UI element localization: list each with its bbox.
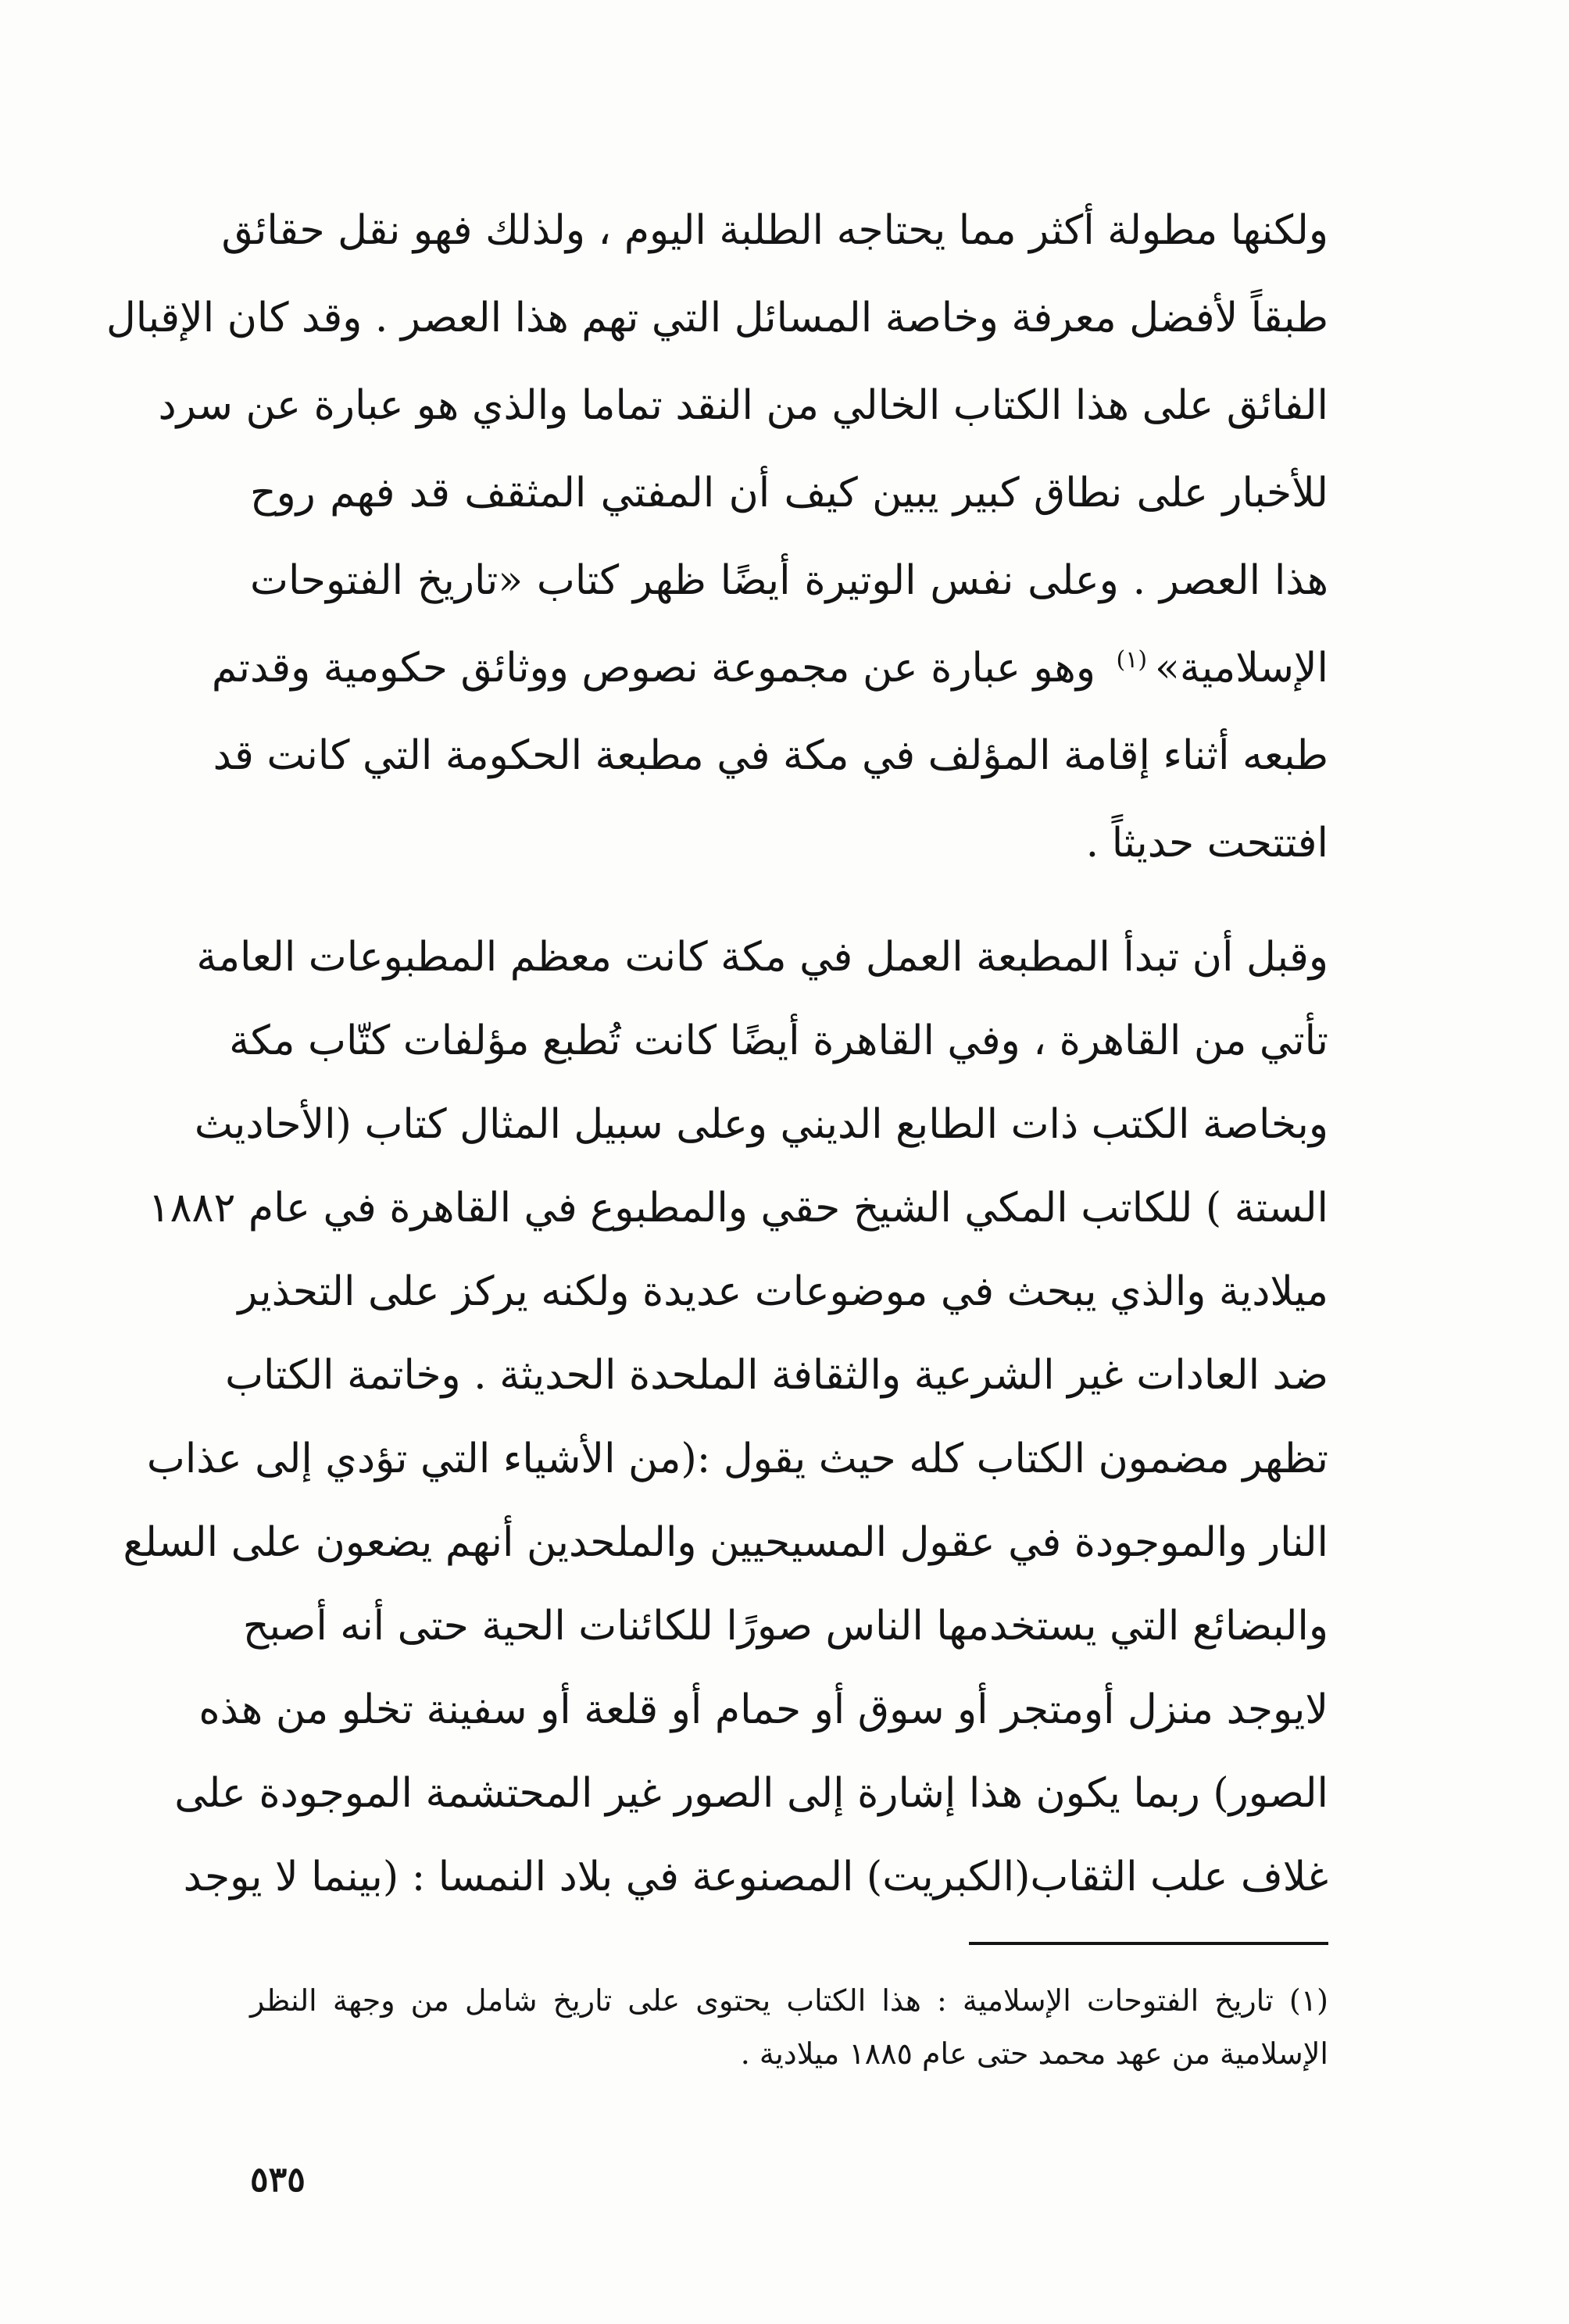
text-line: طبقاً لأفضل معرفة وخاصة المسائل التي تهم هذا العصر . وقد كان الإقبال <box>105 295 1328 341</box>
text-line: تأتي من القاهرة ، وفي القاهرة أيضًا كانت تُطبع مؤلفات كتّاب مكة <box>229 1017 1328 1064</box>
text-line: طبعه أثناء إقامة المؤلف في مكة في مطبعة الحكومة التي كانت قد <box>213 732 1328 779</box>
text-line: الفائق على هذا الكتاب الخالي من النقد تماما والذي هو عبارة عن سرد <box>158 382 1328 429</box>
text-line: تظهر مضمون الكتاب كله حيث يقول :(من الأشياء التي تؤدي إلى عذاب <box>146 1436 1328 1482</box>
text-segment: وهو عبارة عن مجموعة نصوص ووثائق حكومية وقدتم <box>211 645 1095 692</box>
footnote-line: (١) تاريخ الفتوحات الإسلامية : هذا الكتاب يحتوى على تاريخ شامل من وجهة النظر <box>250 1983 1328 2018</box>
text-segment: الإسلامية» <box>1155 645 1328 692</box>
page-number: ٥٣٥ <box>250 2160 306 2200</box>
text-line: افتتحت حديثاً . <box>1085 820 1328 867</box>
text-line: الستة ) للكاتب المكي الشيخ حقي والمطبوع في القاهرة في عام ١٨٨٢ <box>148 1185 1328 1232</box>
text-line: ضد العادات غير الشرعية والثقافة الملحدة الحديثة . وخاتمة الكتاب <box>225 1352 1328 1399</box>
text-line: لايوجد منزل أومتجر أو سوق أو حمام أو قلعة أو سفينة تخلو من هذه <box>198 1686 1328 1733</box>
footnote <box>250 1977 1328 2086</box>
text-line: هذا العصر . وعلى نفس الوتيرة أيضًا ظهر كتاب «تاريخ الفتوحات <box>250 557 1328 604</box>
text-line: والبضائع التي يستخدمها الناس صورًا للكائنات الحية حتى أنه أصبح <box>242 1603 1328 1650</box>
footnote-line: الإسلامية من عهد محمد حتى عام ١٨٨٥ ميلادية . <box>740 2036 1328 2071</box>
text-line: وبخاصة الكتب ذات الطابع الديني وعلى سبيل المثال كتاب (الأحاديث <box>194 1101 1328 1148</box>
paragraph-2 <box>123 926 1328 1942</box>
text-line: الصور) ربما يكون هذا إشارة إلى الصور غير المحتشمة الموجودة على <box>174 1770 1328 1817</box>
footnote-marker: (١) <box>1116 645 1148 674</box>
text-line-with-footnote-marker <box>211 637 1328 699</box>
text-line: للأخبار على نطاق كبير يبين كيف أن المفتي المثقف قد فهم روح <box>250 470 1328 517</box>
paragraph-1 <box>105 199 1328 903</box>
footnote-divider <box>969 1942 1328 1945</box>
text-line: ولكنها مطولة أكثر مما يحتاجه الطلبة اليوم ، ولذلك فهو نقل حقائق <box>221 207 1328 254</box>
text-line: ميلادية والذي يبحث في موضوعات عديدة ولكنه يركز على التحذير <box>238 1268 1328 1315</box>
text-line: النار والموجودة في عقول المسيحيين والملحدين أنهم يضعون على السلع <box>123 1519 1328 1566</box>
text-line: وقبل أن تبدأ المطبعة العمل في مكة كانت معظم المطبوعات العامة <box>196 934 1328 981</box>
text-line: غلاف علب الثقاب(الكبريت) المصنوعة في بلاد النمسا : (بينما لا يوجد <box>183 1854 1328 1900</box>
